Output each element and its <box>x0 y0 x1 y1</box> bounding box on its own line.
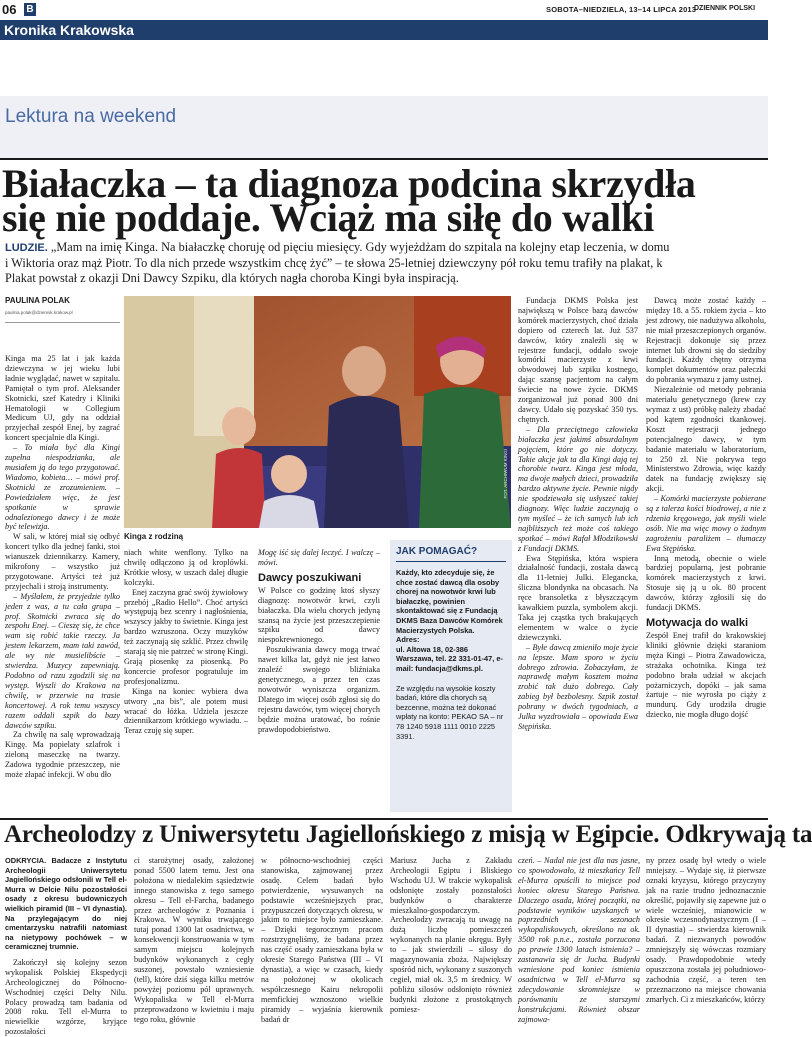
col1-p1: Kinga ma 25 lat i jak każda dziewczyna w jej wieku lubi ładnie wyglądać, nawet w szpitalu. Pamiętał o tym prof. Aleksander Skotnicki, szef Katedry i Kliniki Hematologii w Collegium Medicum UJ, gdy na oddział przyjechał zespół Enej, by zagrać koncert specjalnie dla Kingi. <box>5 354 120 443</box>
col5-p4: – Byłe dawcą zmieniło moje życie na lepsze. Mam sporo w życiu dobrego zdrowia. Zobaczyłam, że naprawdę małym kosztem można zrobić tak dużo dobrego. Cały zabieg był bezbolesny. Szpik został pobrany w dwóch tygodniach, a Julka wyzdrowiała – opowiada Ewa Stępińska. <box>518 642 638 731</box>
col3-p3: Poszukiwania dawcy mogą trwać nawet kilka lat, gdyż nie jest łatwo znaleźć swojego bliźniaka genetycznego, a przez ten czas nowotwór wyniszcza organizm. Dlatego im więcej osób zgłosi się do rejestru dawców, tym więcej chorych będzie można uratować, bo rośnie prawdopodobieństwo. <box>258 645 381 734</box>
section-title: Kronika Krakowska <box>4 22 134 38</box>
byline-rule <box>5 322 120 323</box>
lead-line-2: i Wiktoria oraz mąż Piotr. To dla nich przede wszystkim chcę żyć” – te słowa 25-letniej dziewczyny pół roku temu trafiły na plakat, k <box>5 256 663 270</box>
kicker: Lektura na weekend <box>5 106 177 127</box>
issue-date: SOBOTA–NIEDZIELA, 13–14 LIPCA 2013 <box>546 5 697 14</box>
paper-name: DZIENNIK POLSKI <box>694 5 756 12</box>
article-col-3 <box>258 548 380 734</box>
help-box <box>390 540 512 812</box>
article2-lead: ODKRYCIA. Badacze z Instytutu Archeologii Uniwersytetu Jagiellońskiego odsłonili w Tell el-Murra w Delcie Nilu pozostałości osady z okresu budowniczych wielkich piramid (III – VI dynastia). Na przylegającym do niej cmentarzysku natrafili natomiast na nietypowy pochówek – w ceramicznej trumnie. <box>5 856 127 952</box>
article2-col-2 <box>134 856 254 1024</box>
col1-p3: W sali, w której miał się odbyć koncert tylko dla jednej fanki, stoi wianuszek dziennikarzy. Kamery, mikrofony – wszystko już przygotowane. Artyści też już przyjechali i stroją instrumenty. <box>5 532 120 591</box>
col1-p4: – Myślałem, że przyjedzie tylko jeden z was, a tu cała grupa – prof. Skotnicki zwraca się do zespołu Enej. – Cieszę się, że chce wam się robić takie rzeczy. Ja jestem lekarzem, mam taki zawód, ale wy nie musielibście – stwierdza. Muzycy zapewniają. Podobno od razu zgodzili się na występ. Wyszli do Krakowa na chwilę, w przerwie na trasie koncertowej. A rok temu wszyscy razem oddali szpik do bazy dawców szpiku. <box>5 591 120 730</box>
page-number: 06 <box>2 2 17 17</box>
headline-line-2: się nie poddaje. Wciąż ma siłę do walki <box>2 195 655 240</box>
article2-col-3 <box>261 856 383 1024</box>
article2-col5-p: czeń. – Nadal nie jest dla nas jasne, co spowodowało, iż mieszkańcy Tell el-Murra opuścili to miejsce pod koniec okresu Starego Państwa. Dlaczego osada, której początki, na podstawie wyników uzyskanych w poprzednich sezonach wykopaliskowych, określono na ok. 3500 rok p.n.e., została porzucona po prawie 1300 latach istnienia? – zastanawia się dr Jucha. Budynki wzniesione pod koniec istnienia osadnictwa w Tell el-Murra są zdecydowanie skromniejsze w porównaniu ze starszymi konstrukcjami. Również obszar zajmowa- <box>518 856 640 1024</box>
col5-p1: Fundacja DKMS Polska jest największą w Polsce bazą dawców komórek macierzystych, choć działa dopiero od czterech lat. Już 537 dawców, który znaleźli się w rejestrze fundacji, oddało swoje komórki macierzyste z krwi obwodowej lub szpiku kostnego, dając szansę pacjentom na całym świecie na nowe życie. DKMS zorganizował już ponad 300 dni dawcy. Udało się pozyskać 350 tys. chętnych. <box>518 296 638 424</box>
col1-p2: – To miała być dla Kingi zupełna niespodzianka, ale musiałem ją do tego przygotować. Wiadomo, kobieta… – mówi prof. Skotnicki ze zrozumieniem. – Powiedziałem więc, że jest spotkanie w sprawie odnalezionego dawcy i że może być telewizja. <box>5 443 120 532</box>
article2-col4-p: Mariusz Jucha z Zakładu Archeologii Egiptu i Bliskiego Wschodu UJ. W trakcie wykopalisk odsłonięte zostały pozostałości budynków o charakterze mieszkalno-gospodarczym. Archeolodzy zwracają tu uwagę na dużą liczbę pomieszczeń wykonanych na planie okręgu. Były to – jak stwierdzili – silosy do magazynowania zboża. Największy spośród nich, wykonany z suszonych cegieł, miał ok. 3,5 m średnicy. W pobliżu silosów odsłonięto również budynki złożone z prostokątnych pomiesz- <box>390 856 512 1014</box>
section-letter-badge: B <box>24 3 36 16</box>
help-box-rule <box>396 561 506 562</box>
article2-col-6 <box>646 856 766 1004</box>
help-box-title: JAK POMAGAĆ? <box>396 546 478 557</box>
author-name: PAULINA POLAK <box>5 296 70 305</box>
col5-p2: – Dla przeciętnego człowieka białaczka jest jakimś absurdalnym pojęciem, które go nie dotyczy. Takie akcje jak ta dla Kingi dają tej chorobie twarz. Kinga jest młoda, ma dwoje małych dzieci, prowadziła bardzo aktywne życie. Pewnie nigdy nie spodziewała się usłyszeć takiej diagnozy. Więc ludzie zaczynają o tym myśleć – że ich samych lub ich najbliższych też może coś takiego spotkać – mówi Rafał Młodzikowski z Fundacji DKMS. <box>518 424 638 553</box>
help-box-address: ul. Altowa 18, 02-386 Warszawa, tel. 22 331-01-47, e-mail: fundacja@dkms.pl. <box>396 644 503 673</box>
col6-p1: Dawcą może zostać każdy – między 18. a 55. rokiem życia – kto jest zdrowy, nie nadużywa alkoholu, nie miał przeszczepionych organów. Rejestracji dokonuje się przez internet lub drowni się do siedziby fundacji. Każdy chętny otrzyma komplet dokumentów oraz pałeczki do pobrania wymazu z jamy ustnej. <box>646 296 766 385</box>
col2-p1: niach white wenflony. Tylko na chwilę odłączono ją od kroplówki. Krótkie włosy, w uszach dalej długie kolczyki. <box>124 548 248 587</box>
article2-col2-p: ci starożytnej osady, założonej ponad 5500 latem temu. Jest ona położona w niedalekim sąsiedztwie innego stanowiska z tego samego okresu – Tell el-Farcha, badanego przez archeologów z Poznania i Krakowa. W wyniku trwającego tutaj ponad 1300 lat osadnictwa, w konsekwencji konstruowania w tym samym miejscu kolejnych budynków wykonanych z cegły suszonej, powstało wzniesienie (tell), które dziś sięga kilku metrów powyżej poziomu pól uprawnych. Wykopaliska w Tell el-Murra przeprowadzono w kwietniu i maju tego roku, głównie <box>134 856 254 1024</box>
col3-p1: Mogę iść się dalej leczyć. I walczę – mówi. <box>258 548 380 567</box>
article2-col-4 <box>390 856 512 1014</box>
lead-label: LUDZIE. <box>5 242 48 254</box>
article-col-2 <box>124 548 248 736</box>
kicker-rule <box>0 158 768 160</box>
photo-credit: FOT. ARCHIWUM KINGI <box>503 448 508 498</box>
col6-p3: – Komórki macierzyste pobierane są z talerza kości biodrowej, a nie z rdzenia kręgowego, jak myśli wiele osób. Nie ma więc mowy o żadnym zagrożeniu paraliżem – tłumaczy Ewa Stępińska. <box>646 494 766 553</box>
section-bar <box>0 20 768 40</box>
lead-line-1: „Mam na imię Kinga. Na białaczkę choruję od pięciu miesięcy. Gdy wyjeżdżam do szpitala na kolejny etap leczenia, w domu <box>50 240 670 254</box>
author-email[interactable]: paulina.polak@dziennik.krakow.pl <box>5 310 73 315</box>
family-photo <box>124 296 511 528</box>
subhead-dawcy: Dawcy poszukiwani <box>258 571 362 584</box>
col6-p4: Inną metodą, obecnie o wiele bardziej popularną, jest pobranie komórek macierzystych z krwi. Stosuje się ją u ok. 80 procent dawców, którzy zgłosili się do fundacji DKMS. <box>646 553 766 613</box>
byline <box>5 296 120 315</box>
article-col-1 <box>5 354 120 780</box>
col2-p3: Kinga na koniec wybiera dwa utwory „na bis”, ale potem musi wracać do łóżka. Udziela jeszcze dziennikarzom krótkiego wywiadu. – Teraz czuję się super. <box>124 686 248 736</box>
article2-col-1 <box>5 856 127 1037</box>
photo-caption: Kinga z rodziną <box>124 532 184 541</box>
subhead-motywacja: Motywacja do walki <box>646 617 749 629</box>
col6-p5: Zespół Enej trafił do krakowskiej kliniki głównie dzięki staraniom męża Kingi – Piotra Zawadowicza, strażaka ochotnika. Kinga też podobno brała udział w akcjach pożarniczych, dopóki – jak sama żartuje – nie wyrosła po ciąży z mundurų. Gdy urodziła drugie dziecko, nie mogła długo dojść <box>646 631 766 720</box>
help-box-address-label: Adres: <box>396 635 420 645</box>
family-photo-image <box>124 296 511 528</box>
article2-col3-p: w północno-wschodniej części stanowiska, zajmowanej przez osadę. Celem badań było potwierdzenie, wysuwanych na podstawie wcześniejszych prac, przypuszczeń dotyczących okresu, w jakim to miejsce było zamieszkane. – Dzięki tegorocznym pracom rozstrzygnęliśmy, że badana przez nas część osady zamieszkana była w okresie Starego Państwa (III – VI dynastia), a więc w czasach, kiedy na położonej w okolicach współczesnego Kairu nekropolii memfickiej wznoszono wielkie piramidy – wyjaśnia kierownik badań dr <box>261 856 383 1024</box>
col3-p2: W Polsce co godzinę ktoś słyszy diagnozę: nowotwór krwi, czyli białaczka. Dla wielu chorych jedyną szansą na życie jest przeszczepienie szpiku od dawcy niespokrewnionego. <box>258 585 380 645</box>
help-box-body: Każdy, kto zdecyduje się, że chce zostać dawcą dla osoby chorej na nowotwór krwi lub białaczkę, powinien skontaktować się z Fundacją DKMS Baza Dawców Komórek Macierzystych Polska. <box>396 568 503 635</box>
help-box-account: Ze względu na wysokie koszty badań, które dla chorych są bezcenne, można też dokonać wpłaty na konto: PEKAO SA – nr 78 1240 5918 1111 0010 2225 3391. <box>396 683 504 741</box>
col6-p2: Niezależnie od metody pobrania materiału genetycznego (krew czy wymaz z ust) próbkę należy zbadać pod kątem zgodności tkankowej. Koszt rejestracji jednego potencjalnego dawcy, w tym badanie materiału w laboratorium, to 250 zł. Nie pokrywa tego Ministerstwo Zdrowia, więc każdy datek na fundację zwiększy się akcji. <box>646 385 766 494</box>
headline-line-1: Białaczka – ta diagnoza podcina skrzydła <box>2 161 696 206</box>
page-header <box>0 0 768 22</box>
col1-p5: Za chwilę na salę wprowadzają Kingę. Ma popielaty szlafrok i zieloną maseczkę na twarzy. Zadowa tygodnie przeszczep, nie może złapać infekcji. W obu dło <box>5 730 120 780</box>
article-col-5 <box>518 296 638 732</box>
kicker-band <box>0 96 768 158</box>
lead <box>5 240 768 286</box>
article2-col1-p2: Zakończył się kolejny sezon wykopalisk Polskiej Ekspedycji Archeologicznej do Północno-Wschodniej części Delty Nilu. Polacy prowadzą tam badania od 2008 roku. Tell el-Murra to niewielkie wzgórze, kryjące pozostałości <box>5 957 127 1037</box>
lead-line-3: Plakat powstał z okazji Dni Dawcy Szpiku, dla których nagła choroba Kingi była inspiracją. <box>5 271 459 285</box>
col5-p3: Ewa Stępińska, która wspiera działalność fundacji, została dawcą dla 11-letniej Julki. Elegancka, śliczna blondynka na obcasach. Na ręce bransoletka z błyszczącym kawałkiem puzzla, symbolem akcji. Taka jej cząstka tych brakujących elementem w walce o życie dziewczynki. <box>518 553 638 642</box>
article2-col-5 <box>518 856 640 1024</box>
article2-headline: Archeolodzy z Uniwersytetu Jagiellońskiego z misją w Egipcie. Odkrywają ta <box>4 821 812 848</box>
article2-col6-p: ny przez osadę był wtedy o wiele mniejszy. – Wydaje się, iż pierwsze oznaki kryzysu, którego przyczyny jak na razie trudno jednoznacznie określić, pojawiły się zapewne już o wiele wcześniej, mianowicie w okresie wczesnodynastycznym (I – II dynastia) – stwierdza kierownik badań. Z niezwanych powodów zmniejszyły się wówczas rozmiary osady. Prawdopodobnie wtedy opuszczona została jej południowo-zachodnia część, a teren ten przeznaczono na miejsce chowania zmarłych. Ci z mieszkańców, którzy <box>646 856 766 1004</box>
article2-rule <box>0 818 768 820</box>
article-col-6 <box>646 296 766 720</box>
col2-p2: Enej zaczyna grać swój żywiołowy przebój „Radio Hello”. Choć artyści występują bez scenry i nagłośnienia, wszyscy jakby to świetnie. Kinga jest bardzo wzruszona. Oczy muzyków też zaczynają się szklić. Przez chwilę starają się nie patrzeć w stronę Kingi. Grają piosenkę za piosenką. Po koncercie profesor pogratuluje im profesjonalizmu. <box>124 587 248 686</box>
